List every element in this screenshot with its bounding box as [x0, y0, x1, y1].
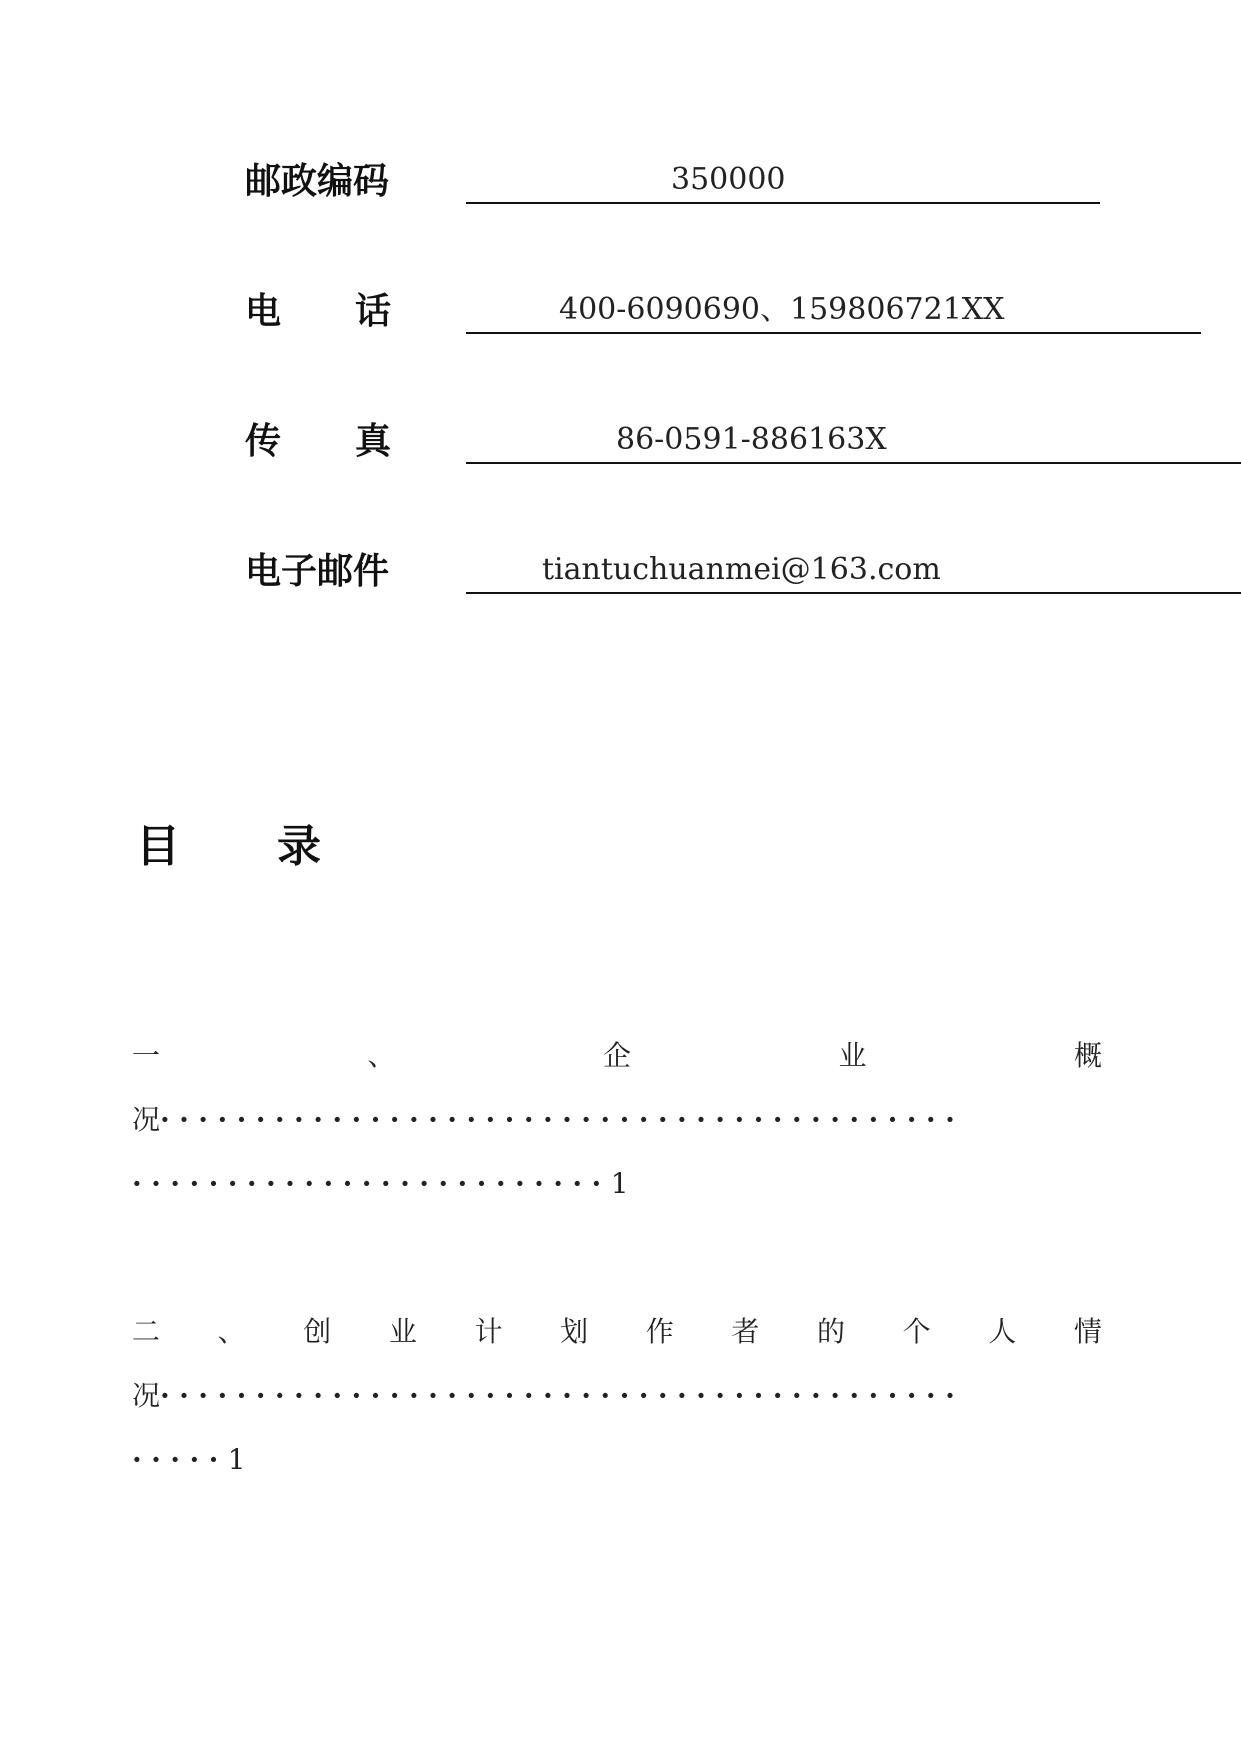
- email-value: tiantuchuanmei@163.com: [542, 552, 941, 587]
- toc-leader-dots: ·····: [132, 1443, 228, 1476]
- postal-code-value: 350000: [671, 162, 786, 197]
- postal-code-value-field: [466, 158, 1100, 204]
- toc-entry-2-page-number: 1: [227, 1443, 246, 1476]
- phone-value: 400-6090690、159806721XX: [559, 292, 1005, 327]
- toc-entry-1-leader-line[interactable]: 况··········································: [132, 1103, 965, 1136]
- toc-entry-1-heading[interactable]: 一 、 企 业 概: [132, 1039, 1102, 1072]
- toc-leader-dots: ·························: [132, 1167, 611, 1200]
- phone-value-field: [466, 288, 1201, 334]
- toc-leader-dots: ··········································: [160, 1379, 965, 1412]
- toc-entry-1-page-line[interactable]: [132, 1164, 1102, 1204]
- toc-entry-2-heading[interactable]: 二 、 创 业 计 划 作 者 的 个 人 情: [132, 1315, 1102, 1348]
- toc-leader-dots: ··········································: [160, 1103, 965, 1136]
- fax-value: 86-0591-886163X: [616, 422, 887, 457]
- toc-entry-2-leader-line[interactable]: 况··········································: [132, 1379, 965, 1412]
- fax-label: 传 真: [245, 421, 391, 462]
- toc-entry-2-page-line[interactable]: [132, 1440, 1102, 1480]
- toc-title: 目 录: [136, 821, 321, 872]
- toc-entry-1-page-number: 1: [610, 1167, 629, 1200]
- email-label: 电子邮件: [245, 551, 390, 592]
- phone-label: 电 话: [245, 291, 391, 332]
- postal-code-label: 邮政编码: [245, 161, 390, 202]
- email-value-field: [466, 548, 1241, 594]
- fax-value-field: [466, 418, 1241, 464]
